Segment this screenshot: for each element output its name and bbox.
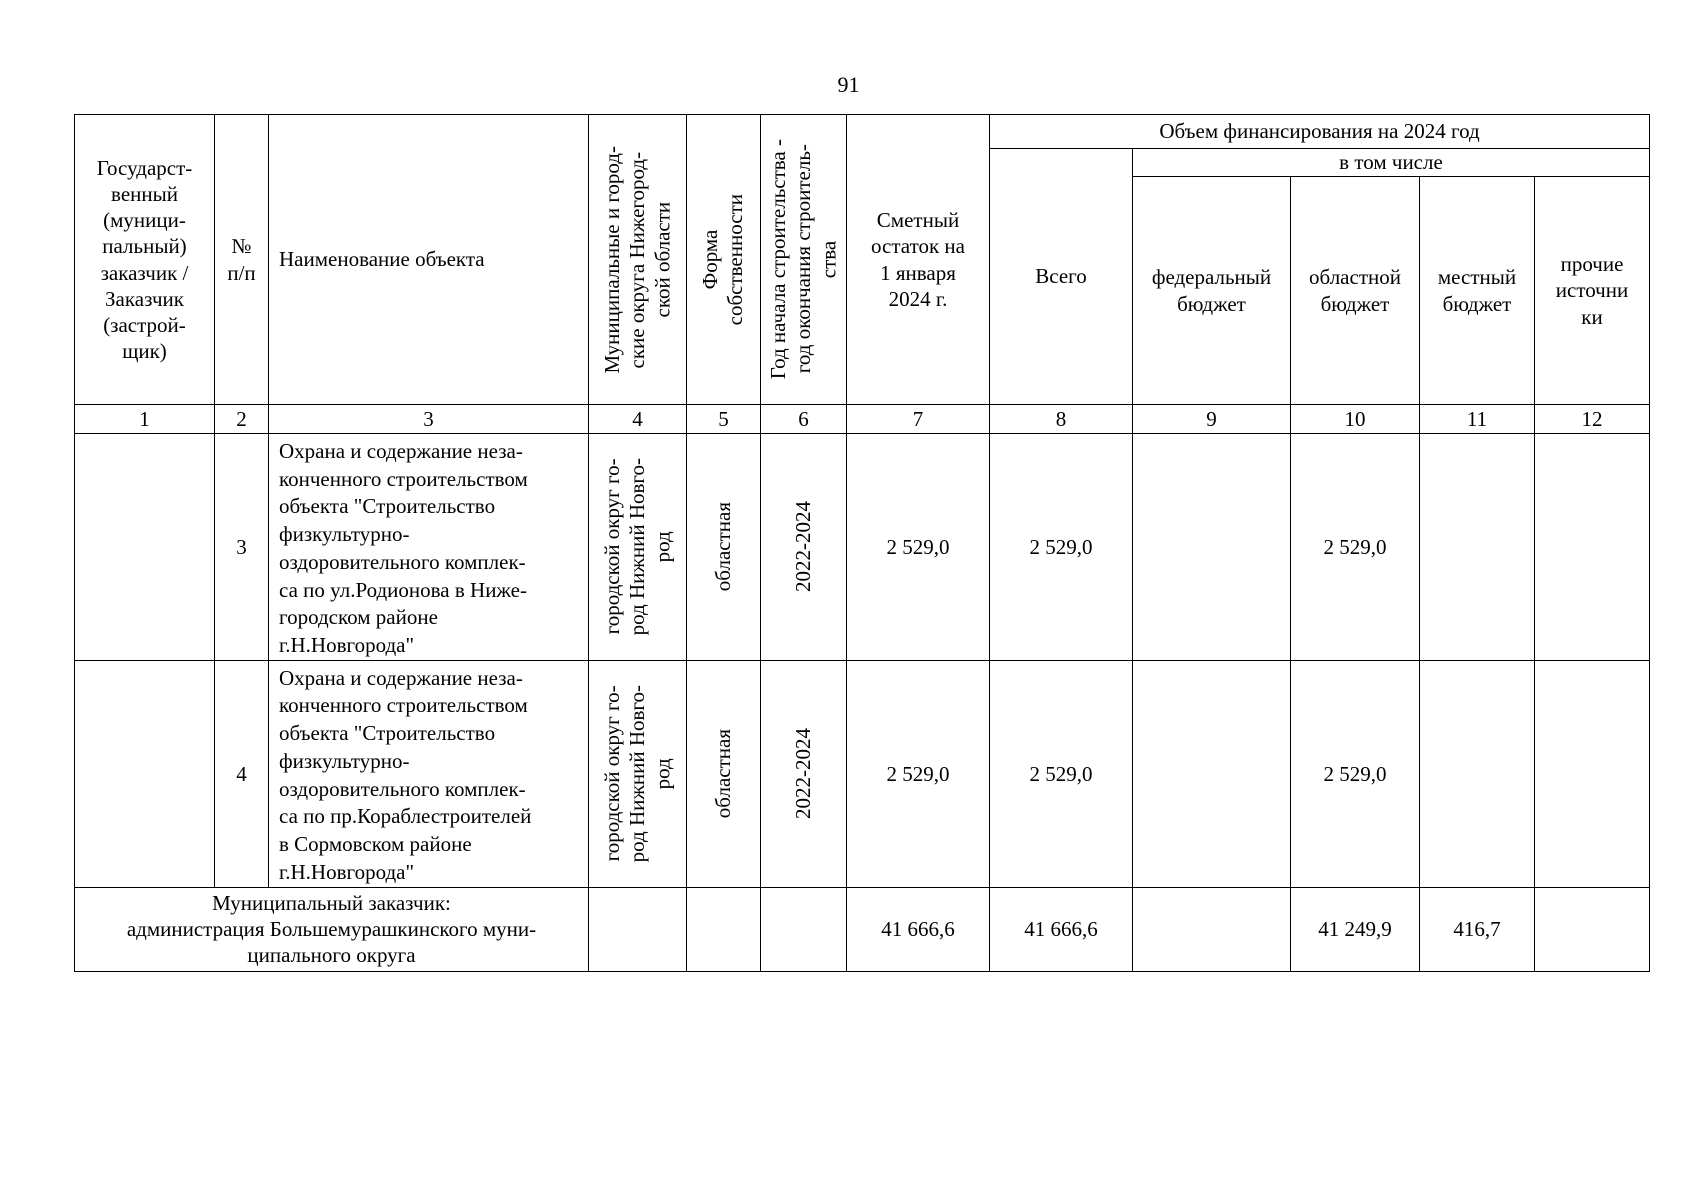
- row-customer: [75, 434, 215, 661]
- row-years-text: 2022-2024: [790, 501, 815, 593]
- column-number: 10: [1291, 405, 1420, 434]
- row-federal: [1133, 660, 1291, 887]
- summary-estimate: 41 666,6: [847, 887, 990, 971]
- header-total: Всего: [990, 149, 1133, 405]
- column-number: 8: [990, 405, 1133, 434]
- column-number: 4: [589, 405, 687, 434]
- header-years: [761, 115, 847, 405]
- row-total: 2 529,0: [990, 660, 1133, 887]
- header-including: в том числе: [1133, 149, 1650, 177]
- column-number: 7: [847, 405, 990, 434]
- header-municipalities-text: Муниципальные и город- ские округа Нижегород- ской области: [599, 145, 675, 374]
- summary-row: [75, 887, 1650, 971]
- row-regional: 2 529,0: [1291, 434, 1420, 661]
- row-other: [1535, 434, 1650, 661]
- summary-local: 416,7: [1420, 887, 1535, 971]
- column-number: 2: [215, 405, 269, 434]
- header-ownership: [687, 115, 761, 405]
- column-number: 11: [1420, 405, 1535, 434]
- row-years: [761, 660, 847, 887]
- header-estimate-balance: Сметный остаток на 1 января 2024 г.: [847, 115, 990, 405]
- table-row: [75, 660, 1650, 887]
- row-municipality-text: городской округ го- род Нижний Новго- род: [599, 458, 675, 636]
- column-number: 12: [1535, 405, 1650, 434]
- row-municipality: [589, 434, 687, 661]
- column-number: 1: [75, 405, 215, 434]
- column-number: 3: [269, 405, 589, 434]
- row-local: [1420, 434, 1535, 661]
- header-object-name: Наименование объекта: [269, 115, 589, 405]
- row-years-text: 2022-2024: [790, 728, 815, 820]
- column-number: 9: [1133, 405, 1291, 434]
- row-municipality-text: городской округ го- род Нижний Новго- род: [599, 684, 675, 863]
- header-local: местный бюджет: [1420, 177, 1535, 405]
- row-ownership-text: областная: [710, 502, 735, 592]
- row-number: 3: [215, 434, 269, 661]
- summary-other: [1535, 887, 1650, 971]
- column-numbers-row: [75, 405, 1650, 434]
- row-local: [1420, 660, 1535, 887]
- summary-total: 41 666,6: [990, 887, 1133, 971]
- row-ownership: [687, 660, 761, 887]
- summary-federal: [1133, 887, 1291, 971]
- summary-years: [761, 887, 847, 971]
- header-federal: федеральный бюджет: [1133, 177, 1291, 405]
- row-ownership: [687, 434, 761, 661]
- header-ownership-text: Форма собственности: [698, 193, 748, 326]
- row-estimate: 2 529,0: [847, 660, 990, 887]
- row-estimate: 2 529,0: [847, 434, 990, 661]
- row-total: 2 529,0: [990, 434, 1133, 661]
- row-municipality: [589, 660, 687, 887]
- header-funding: Объем финансирования на 2024 год: [990, 115, 1650, 149]
- row-object-name: Охрана и содержание неза- конченного строительством объекта "Строительство физкультурно- оздоровительного комплек- са по пр.Кораблестроителей в Сормовском районе г.Н.Новгорода": [269, 660, 589, 887]
- row-ownership-text: областная: [710, 729, 735, 819]
- header-number: № п/п: [215, 115, 269, 405]
- row-regional: 2 529,0: [1291, 660, 1420, 887]
- row-other: [1535, 660, 1650, 887]
- header-customer: Государст- венный (муници- пальный) заказчик / Заказчик (застрой- щик): [75, 115, 215, 405]
- summary-label: Муниципальный заказчик: администрация Большемурашкинского муни- ципального округа: [75, 887, 589, 971]
- row-number: 4: [215, 660, 269, 887]
- header-other: прочие источни ки: [1535, 177, 1650, 405]
- summary-regional: 41 249,9: [1291, 887, 1420, 971]
- summary-municipality: [589, 887, 687, 971]
- column-number: 6: [761, 405, 847, 434]
- header-municipalities: [589, 115, 687, 405]
- table-row: [75, 434, 1650, 661]
- header-regional: областной бюджет: [1291, 177, 1420, 405]
- row-object-name: Охрана и содержание неза- конченного строительством объекта "Строительство физкультурно- оздоровительного комплек- са по ул.Родионова в Ниже- городском районе г.Н.Новгорода": [269, 434, 589, 661]
- header-years-text: Год начала строительства - год окончания строитель- ства: [765, 139, 841, 380]
- page-number: 91: [837, 72, 860, 97]
- financing-table: [74, 114, 1650, 972]
- column-number: 5: [687, 405, 761, 434]
- row-years: [761, 434, 847, 661]
- row-federal: [1133, 434, 1291, 661]
- row-customer: [75, 660, 215, 887]
- summary-ownership: [687, 887, 761, 971]
